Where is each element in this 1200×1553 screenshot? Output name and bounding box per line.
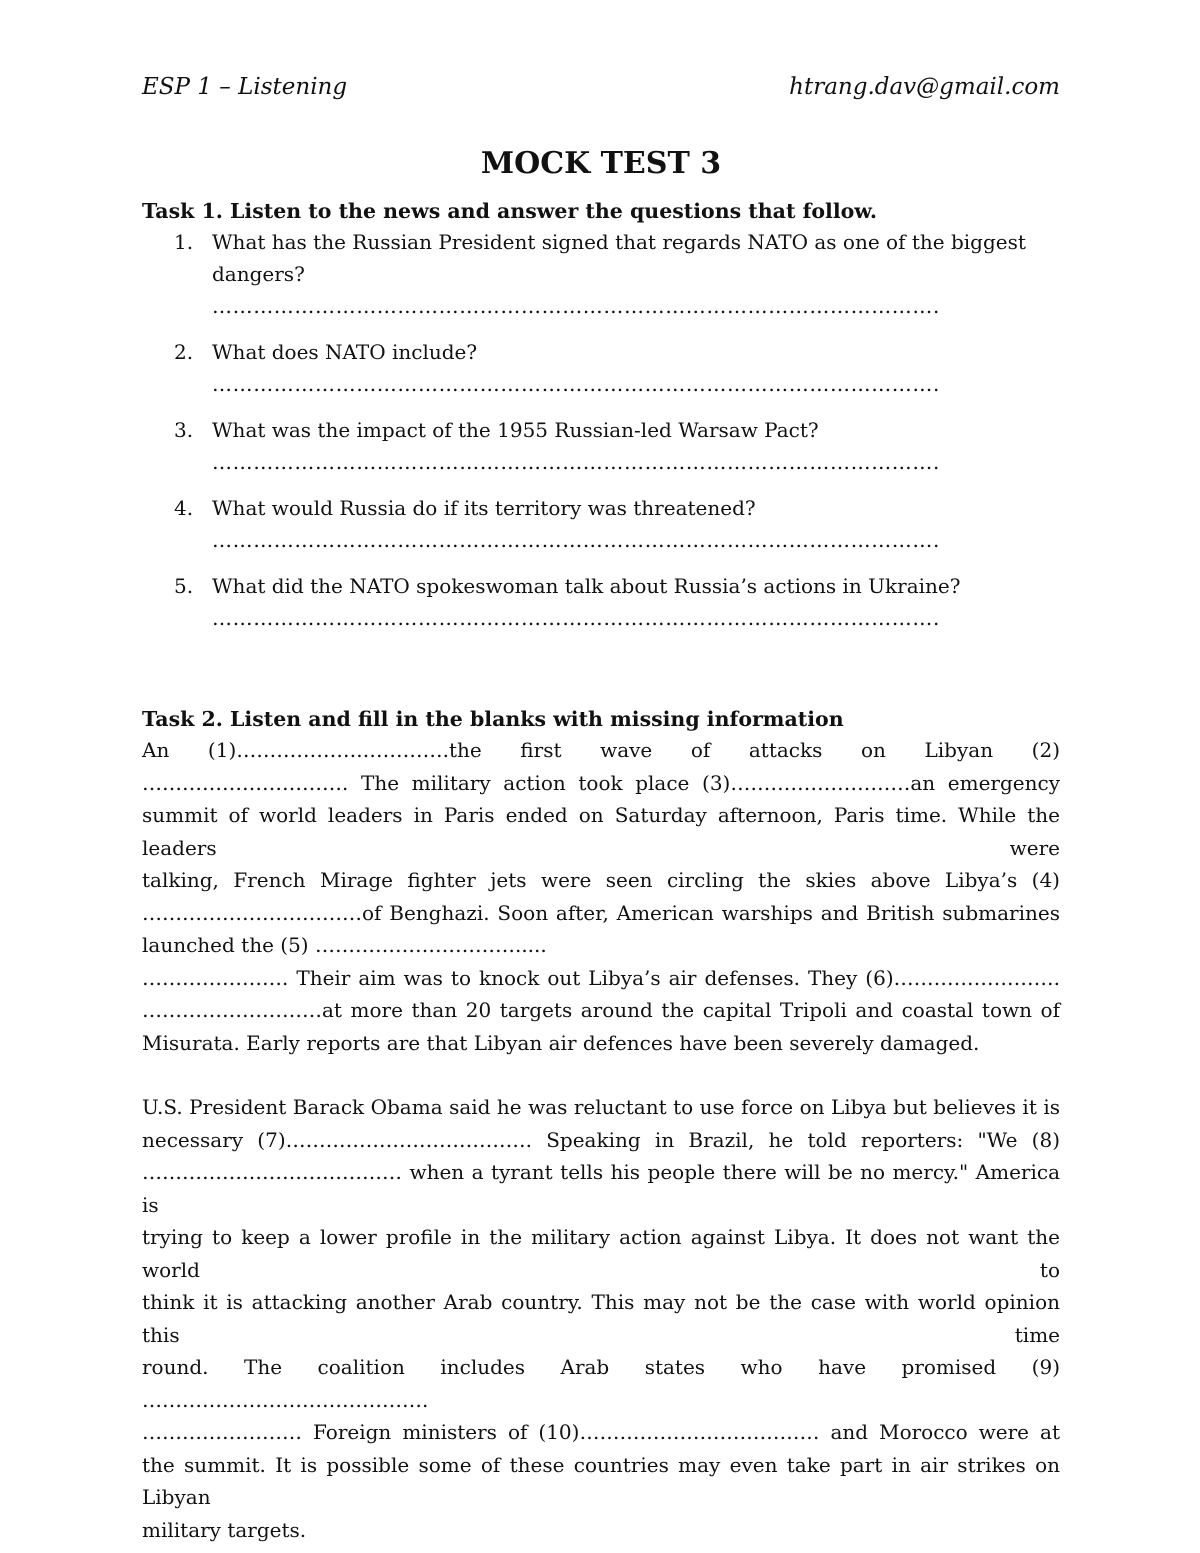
answer-line: ……………………………………………………………………………………………. xyxy=(212,606,940,630)
question-text: What was the impact of the 1955 Russian-led Warsaw Pact? xyxy=(212,418,819,442)
paragraph-line: the summit. It is possible some of these countries may even take part in air strikes on Libyan xyxy=(142,1452,1060,1509)
answer-line: ……………………………………………………………………………………………. xyxy=(212,294,940,318)
paragraph-line: necessary (7)………………………………. Speaking in Brazil, he told reporters: "We (8) xyxy=(142,1127,1060,1152)
task1-question-list xyxy=(142,226,1060,634)
paragraph-line: talking, French Mirage fighter jets were seen circling the skies above Libya’s (4) xyxy=(142,868,1060,892)
question-item xyxy=(142,414,1060,478)
question-number: 1. xyxy=(174,230,194,254)
page-title: MOCK TEST 3 xyxy=(480,146,722,181)
task2-heading: Task 2. Listen and fill in the blanks with missing information xyxy=(142,707,844,731)
paragraph-line: ……………………………………. xyxy=(142,1387,429,1412)
question-text: What does NATO include? xyxy=(212,340,478,364)
paragraph-line: military targets. xyxy=(142,1517,307,1542)
question-number: 4. xyxy=(174,496,194,520)
paragraph-line: …………………. Their aim was to knock out Libya’s air defenses. They (6)……………………. xyxy=(142,965,1060,990)
paragraph-line: summit of world leaders in Paris ended on Saturday afternoon, Paris time. While the leaders were xyxy=(142,803,1060,860)
task1-heading: Task 1. Listen to the news and answer the questions that follow. xyxy=(142,199,878,223)
question-text: What did the NATO spokeswoman talk about Russia’s actions in Ukraine? xyxy=(212,574,961,598)
question-text: What has the Russian President signed that regards NATO as one of the biggest dangers? xyxy=(212,230,1026,286)
paragraph-line: think it is attacking another Arab country. This may not be the case with world opinion this time xyxy=(142,1290,1060,1347)
question-item xyxy=(142,336,1060,400)
paragraph-line: An (1)……………….………….the first wave of attacks on Libyan (2) xyxy=(142,738,1060,762)
task2-paragraph-1 xyxy=(142,734,1060,1059)
answer-line: ……………………………………………………………………………………………. xyxy=(212,372,940,396)
question-item xyxy=(142,570,1060,634)
question-item xyxy=(142,492,1060,556)
answer-line: ……………………………………………………………………………………………. xyxy=(212,528,940,552)
course-label: ESP 1 – Listening xyxy=(142,74,348,100)
paragraph-line: …………………………. The military action took place (3)………………………an emergency xyxy=(142,770,1060,795)
paragraph-line: trying to keep a lower profile in the military action against Libya. It does not want the world to xyxy=(142,1225,1060,1282)
question-number: 5. xyxy=(174,574,194,598)
question-text: What would Russia do if its territory was threatened? xyxy=(212,496,756,520)
paragraph-line: …………………… Foreign ministers of (10)……………………………… and Morocco were at xyxy=(142,1420,1060,1444)
paragraph-line: ………………………………… when a tyrant tells his people there will be no mercy." America is xyxy=(142,1160,1060,1217)
paragraph-line: round. The coalition includes Arab states who have promised (9) xyxy=(142,1355,1060,1379)
paragraph-line: launched the (5) …………………………..... xyxy=(142,933,547,957)
paragraph-line: Misurata. Early reports are that Libyan air defences have been severely damaged. xyxy=(142,1030,980,1055)
document-page xyxy=(142,70,1060,1546)
answer-line: ……………………………………………………………………………………………. xyxy=(212,450,940,474)
paragraph-line: U.S. President Barack Obama said he was reluctant to use force on Libya but believes it is xyxy=(142,1095,1060,1119)
paragraph-line: ……………………………of Benghazi. Soon after, American warships and British submarines xyxy=(142,900,1060,925)
author-email: htrang.dav@gmail.com xyxy=(789,74,1060,100)
paragraph-line: ………………………at more than 20 targets around the capital Tripoli and coastal town of xyxy=(142,998,1060,1022)
question-number: 2. xyxy=(174,340,194,364)
task2-paragraph-2 xyxy=(142,1091,1060,1546)
question-item xyxy=(142,226,1060,322)
question-number: 3. xyxy=(174,418,194,442)
page-header xyxy=(142,70,1060,104)
